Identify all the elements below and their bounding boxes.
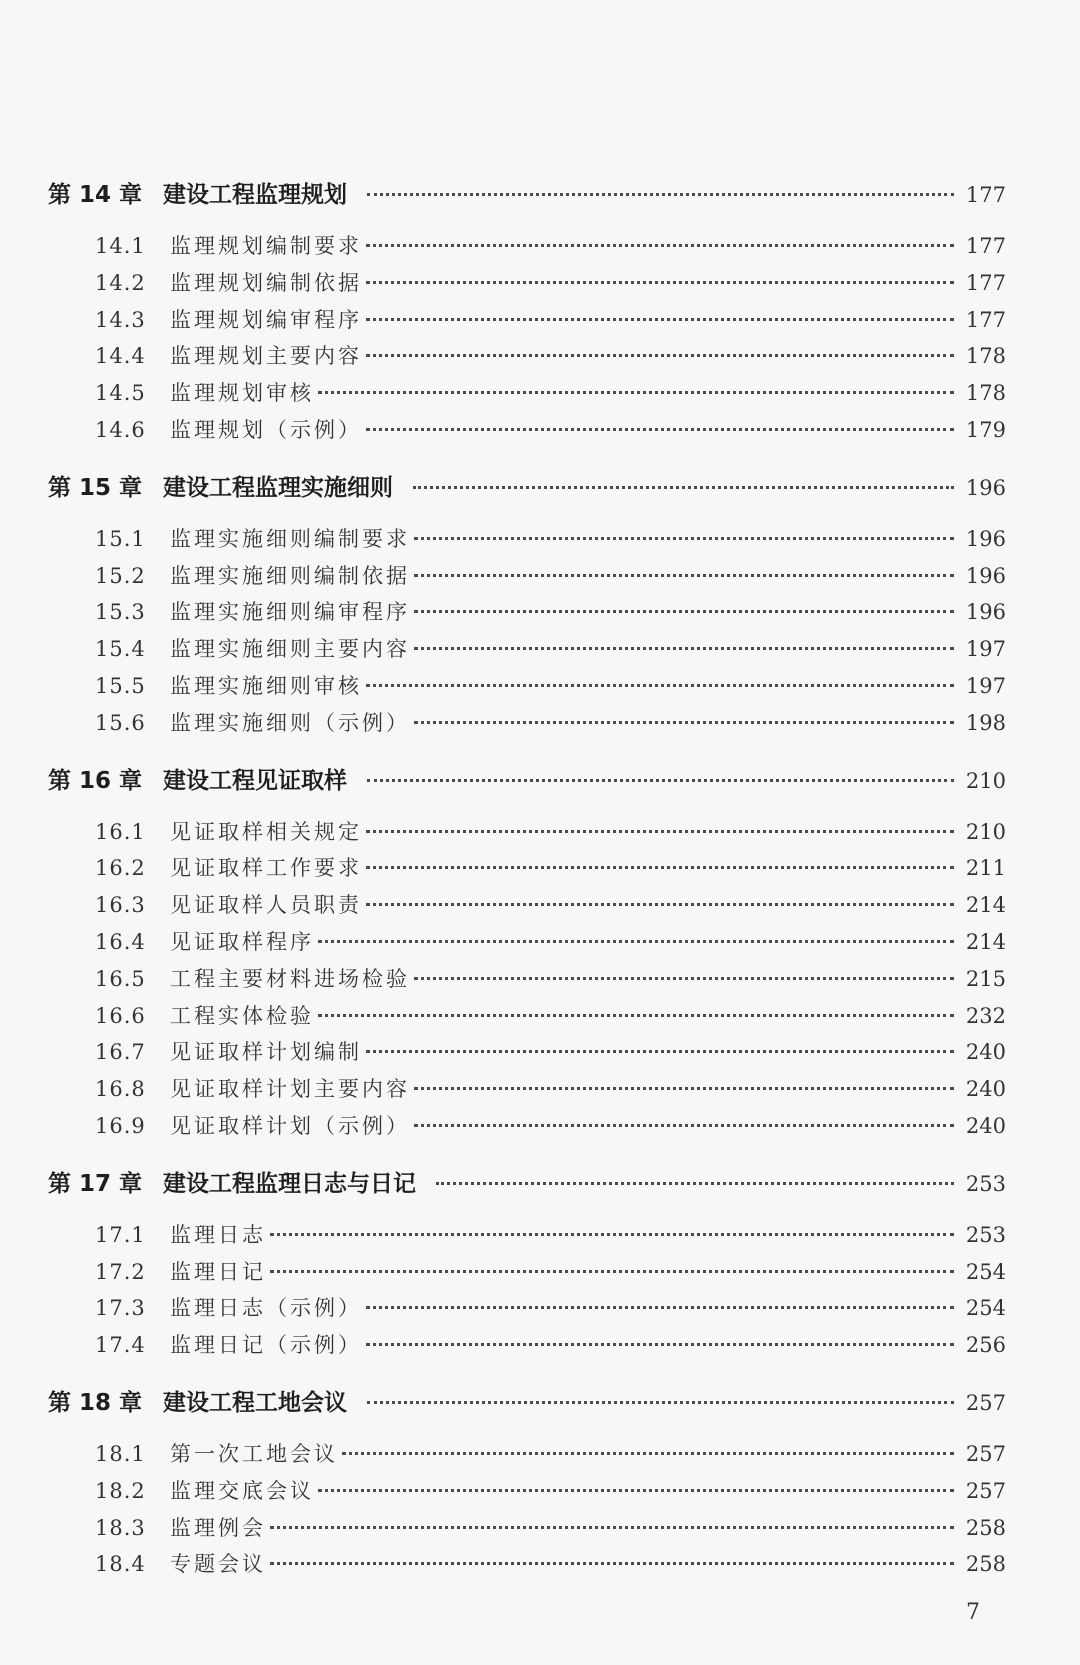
section-title: 监理例会 — [170, 1515, 266, 1540]
section-title: 监理实施细则审核 — [170, 673, 362, 698]
dot-leader — [366, 244, 954, 247]
section-number: 17.4 — [95, 1333, 146, 1358]
toc-section-row — [48, 670, 1006, 707]
section-page-number: 258 — [965, 1515, 1006, 1540]
section-page-number: 197 — [965, 673, 1006, 698]
dot-leader — [270, 1270, 954, 1273]
section-title: 监理日记（示例） — [170, 1333, 362, 1358]
dot-leader — [436, 1182, 954, 1185]
chapter-title: 建设工程见证取样 — [163, 767, 347, 794]
toc-section-row — [48, 304, 1006, 341]
section-page-number: 240 — [965, 1077, 1006, 1102]
section-page-number: 196 — [965, 563, 1006, 588]
toc-section-row — [48, 1219, 1006, 1256]
page-number: 7 — [966, 1600, 980, 1625]
section-number: 15.5 — [95, 673, 146, 698]
section-page-number: 210 — [965, 819, 1006, 844]
section-page-number: 257 — [965, 1478, 1006, 1503]
section-title: 监理规划审核 — [170, 381, 314, 406]
section-number: 16.7 — [95, 1040, 146, 1065]
section-number: 18.3 — [95, 1515, 146, 1540]
section-title: 见证取样程序 — [170, 929, 314, 954]
section-number: 15.2 — [95, 563, 146, 588]
section-page-number: 256 — [965, 1333, 1006, 1358]
dot-leader — [366, 354, 954, 357]
section-page-number: 178 — [965, 381, 1006, 406]
section-title: 专题会议 — [170, 1552, 266, 1577]
section-title: 监理实施细则编审程序 — [170, 600, 410, 625]
section-number: 14.2 — [95, 270, 146, 295]
chapter-title: 建设工程工地会议 — [163, 1389, 347, 1416]
section-page-number: 177 — [965, 307, 1006, 332]
section-title: 监理规划编制要求 — [170, 234, 362, 258]
chapter-number: 第 15 章 — [48, 474, 143, 501]
chapter-page-number: 210 — [965, 768, 1006, 793]
toc-section-row — [48, 1475, 1006, 1512]
section-number: 16.4 — [95, 929, 146, 954]
section-page-number: 254 — [965, 1296, 1006, 1321]
dot-leader — [366, 428, 954, 431]
section-title: 监理实施细则编制要求 — [170, 526, 410, 551]
toc-section-row — [48, 1000, 1006, 1037]
toc-section-row — [48, 1256, 1006, 1293]
dot-leader — [366, 903, 954, 906]
dot-leader — [318, 1014, 954, 1017]
dot-leader — [366, 830, 954, 833]
toc-section-row — [48, 633, 1006, 670]
dot-leader — [318, 940, 954, 943]
section-title: 监理规划编制依据 — [170, 270, 362, 295]
dot-leader — [366, 684, 954, 687]
toc-section-row — [48, 1329, 1006, 1366]
chapter-page-number: 177 — [965, 183, 1006, 207]
chapter-number: 第 16 章 — [48, 767, 143, 794]
toc-section-row — [48, 523, 1006, 560]
section-title: 监理实施细则（示例） — [170, 710, 410, 735]
dot-leader — [414, 537, 954, 540]
section-number: 14.4 — [95, 344, 146, 369]
toc-chapter-row — [48, 762, 1006, 796]
section-page-number: 214 — [965, 929, 1006, 954]
toc-section-row — [48, 889, 1006, 926]
chapter-number: 第 14 章 — [48, 182, 143, 208]
section-number: 17.1 — [95, 1222, 146, 1247]
chapter-title: 建设工程监理实施细则 — [163, 474, 393, 501]
section-title: 工程实体检验 — [170, 1003, 314, 1028]
section-number: 15.3 — [95, 600, 146, 625]
dot-leader — [366, 281, 954, 284]
section-number: 16.5 — [95, 966, 146, 991]
dot-leader — [366, 866, 954, 869]
section-page-number: 198 — [965, 710, 1006, 735]
toc-chapter-row — [48, 176, 1006, 210]
section-title: 见证取样人员职责 — [170, 893, 362, 918]
dot-leader — [342, 1452, 954, 1455]
toc-section-row — [48, 230, 1006, 267]
section-title: 监理实施细则主要内容 — [170, 637, 410, 662]
toc-section-row — [48, 852, 1006, 889]
toc-section-row — [48, 1548, 1006, 1585]
dot-leader — [366, 1050, 954, 1053]
section-page-number: 257 — [965, 1441, 1006, 1466]
section-page-number: 215 — [965, 966, 1006, 991]
dot-leader — [366, 318, 954, 321]
section-number: 15.4 — [95, 637, 146, 662]
section-page-number: 240 — [965, 1040, 1006, 1065]
section-page-number: 258 — [965, 1552, 1006, 1577]
toc-section-row — [48, 707, 1006, 744]
section-page-number: 179 — [965, 417, 1006, 442]
toc-chapter-row — [48, 1384, 1006, 1418]
toc-chapter-row — [48, 469, 1006, 503]
section-number: 14.1 — [95, 234, 146, 258]
section-number: 17.3 — [95, 1296, 146, 1321]
chapter-title: 建设工程监理日志与日记 — [163, 1170, 416, 1197]
dot-leader — [318, 1489, 954, 1492]
chapter-page-number: 253 — [965, 1171, 1006, 1196]
section-title: 监理实施细则编制依据 — [170, 563, 410, 588]
section-title: 见证取样计划主要内容 — [170, 1077, 410, 1102]
dot-leader — [414, 1087, 954, 1090]
toc-chapter-row — [48, 1165, 1006, 1199]
toc-section-row — [48, 377, 1006, 414]
toc-section-row — [48, 1512, 1006, 1549]
toc-section-row — [48, 1292, 1006, 1329]
section-page-number: 211 — [965, 856, 1006, 881]
toc-section-row — [48, 1036, 1006, 1073]
toc-section-row — [48, 414, 1006, 451]
section-number: 16.6 — [95, 1003, 146, 1028]
toc-section-row — [48, 816, 1006, 853]
section-title: 监理日志 — [170, 1222, 266, 1247]
chapter-page-number: 196 — [965, 475, 1006, 500]
section-title: 见证取样计划（示例） — [170, 1113, 410, 1138]
section-page-number: 253 — [965, 1222, 1006, 1247]
dot-leader — [414, 610, 954, 613]
section-title: 监理日志（示例） — [170, 1296, 362, 1321]
section-number: 16.1 — [95, 819, 146, 844]
dot-leader — [414, 977, 954, 980]
section-page-number: 214 — [965, 893, 1006, 918]
section-number: 17.2 — [95, 1259, 146, 1284]
section-page-number: 240 — [965, 1113, 1006, 1138]
section-title: 见证取样计划编制 — [170, 1040, 362, 1065]
dot-leader — [367, 193, 954, 196]
toc-section-row — [48, 1110, 1006, 1147]
chapter-number: 第 17 章 — [48, 1170, 143, 1197]
section-page-number: 232 — [965, 1003, 1006, 1028]
section-title: 监理规划编审程序 — [170, 307, 362, 332]
toc-section-row — [48, 267, 1006, 304]
dot-leader — [318, 391, 954, 394]
section-title: 见证取样相关规定 — [170, 819, 362, 844]
section-number: 14.3 — [95, 307, 146, 332]
chapter-page-number: 257 — [965, 1390, 1006, 1415]
toc-section-row — [48, 1438, 1006, 1475]
dot-leader — [366, 1306, 954, 1309]
chapter-number: 第 18 章 — [48, 1389, 143, 1416]
section-number: 15.1 — [95, 526, 146, 551]
dot-leader — [414, 721, 954, 724]
dot-leader — [270, 1233, 954, 1236]
section-page-number: 197 — [965, 637, 1006, 662]
dot-leader — [367, 1401, 954, 1404]
section-title: 监理日记 — [170, 1259, 266, 1284]
section-title: 监理规划（示例） — [170, 417, 362, 442]
toc-section-row — [48, 926, 1006, 963]
chapter-title: 建设工程监理规划 — [163, 182, 347, 208]
section-number: 18.4 — [95, 1552, 146, 1577]
table-of-contents — [48, 176, 1006, 1585]
section-title: 第一次工地会议 — [170, 1441, 338, 1466]
section-page-number: 254 — [965, 1259, 1006, 1284]
section-number: 16.8 — [95, 1077, 146, 1102]
section-page-number: 177 — [965, 270, 1006, 295]
dot-leader — [366, 1343, 954, 1346]
dot-leader — [414, 574, 954, 577]
section-page-number: 178 — [965, 344, 1006, 369]
section-number: 14.5 — [95, 381, 146, 406]
section-page-number: 177 — [965, 234, 1006, 258]
dot-leader — [270, 1526, 954, 1529]
toc-section-row — [48, 963, 1006, 1000]
section-page-number: 196 — [965, 600, 1006, 625]
dot-leader — [367, 779, 954, 782]
section-number: 16.2 — [95, 856, 146, 881]
section-title: 见证取样工作要求 — [170, 856, 362, 881]
dot-leader — [413, 486, 954, 489]
section-number: 16.3 — [95, 893, 146, 918]
section-title: 监理交底会议 — [170, 1478, 314, 1503]
dot-leader — [414, 1124, 954, 1127]
toc-section-row — [48, 1073, 1006, 1110]
dot-leader — [270, 1562, 954, 1565]
section-number: 18.2 — [95, 1478, 146, 1503]
section-number: 14.6 — [95, 417, 146, 442]
section-number: 18.1 — [95, 1441, 146, 1466]
toc-section-row — [48, 560, 1006, 597]
toc-section-row — [48, 340, 1006, 377]
dot-leader — [414, 647, 954, 650]
section-title: 工程主要材料进场检验 — [170, 966, 410, 991]
section-page-number: 196 — [965, 526, 1006, 551]
section-number: 16.9 — [95, 1113, 146, 1138]
section-title: 监理规划主要内容 — [170, 344, 362, 369]
toc-section-row — [48, 596, 1006, 633]
section-number: 15.6 — [95, 710, 146, 735]
